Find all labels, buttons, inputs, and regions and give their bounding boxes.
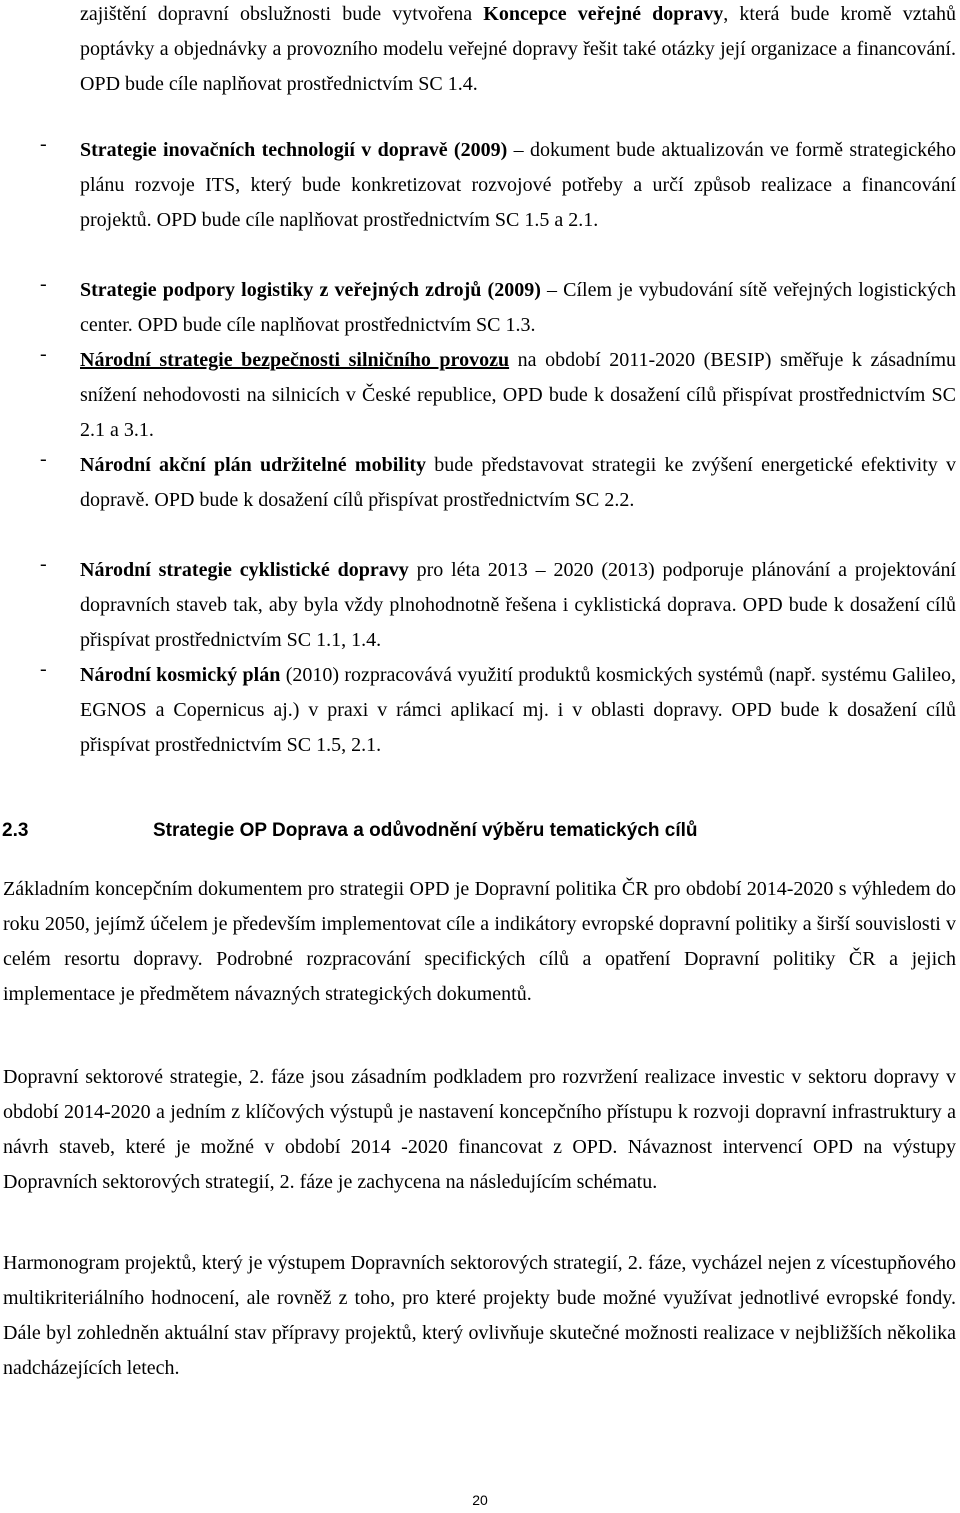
text-line: Národní strategie bezpečnosti silničního provozu na období 2011-2020 (BESIP) — [80, 349, 772, 371]
text-line: Dopravní sektorové strategie, 2. fáze jsou zásadním podkladem pro rozvržení realizace — [3, 1066, 716, 1088]
text-line: SC 2.2. — [574, 489, 635, 511]
bullet-item — [80, 133, 956, 238]
text-line: plánování a projektování dopravních staveb tak, aby byla vždy plnohodnotně řešena i — [80, 559, 956, 616]
text-line: zajištění dopravní obslužnosti bude vytvořena Koncepce veřejné dopravy, která bude — [80, 3, 830, 25]
text-line: Strategie podpory logistiky z veřejných zdrojů (2009) – Cílem je vybudování sítě — [80, 279, 768, 301]
bullet-dash: - — [40, 273, 47, 295]
text-line: veřejných logistických center. OPD bude cíle naplňovat prostřednictvím SC 1.3. — [80, 279, 957, 336]
text-line: vycházel nejen z vícestupňového multikriteriálního hodnocení, ale rovněž z toho, pro které — [3, 1252, 957, 1309]
text-line: formě strategického plánu rozvoje ITS, který bude konkretizovat rozvojové potřeby a — [80, 139, 957, 196]
bullet-dash: - — [40, 658, 47, 680]
text-line: investic v sektoru dopravy v období 2014-2020 a jedním z klíčových výstupů je nastavení — [3, 1066, 957, 1123]
text-line: období 2014 -2020 financovat z OPD. Návaznost intervencí OPD na výstupy Dopravních — [3, 1136, 957, 1193]
section-title: Strategie OP Doprava a odůvodnění výběru tematických cílů — [153, 820, 698, 841]
bullet-item — [80, 343, 956, 448]
text-line: předmětem návazných strategických dokumentů. — [139, 983, 532, 1005]
page-number: 20 — [472, 1492, 488, 1508]
bullet-item — [80, 448, 956, 518]
text-line: přípravy projektů, který ovlivňuje skutečné možnosti realizace v nejbližších několika — [271, 1322, 957, 1344]
bullet-item — [80, 273, 956, 343]
text-line: k dosažení cílů přispívat prostřednictvím SC 2.1 a 3.1. — [80, 384, 957, 441]
text-line: prostřednictvím SC 1.5 a 2.1. — [363, 209, 599, 231]
bullet-item — [80, 553, 956, 658]
text-line: indikátory evropské dopravní politiky a širší souvislosti v celém resortu dopravy. Podrobné — [3, 913, 956, 970]
bullet-item — [80, 658, 956, 763]
body-paragraph — [3, 1060, 956, 1200]
text-line: 2014-2020 s výhledem do roku 2050, jejímž účelem je především implementovat cíle a — [3, 878, 957, 935]
text-line: kromě vztahů poptávky a objednávky a provozního modelu veřejné dopravy řešit také — [80, 3, 957, 60]
body-paragraph — [3, 1246, 956, 1386]
text-line: 1.4. — [447, 73, 478, 95]
text-line: energetické efektivity v dopravě. OPD bude k dosažení cílů přispívat prostřednictvím — [80, 454, 957, 511]
text-line: Národní kosmický plán (2010) rozpracovává využití produktů kosmických systémů — [80, 664, 764, 686]
bullet-dash: - — [40, 343, 47, 365]
bullet-dash: - — [40, 448, 47, 470]
text-line: rozpracování specifických cílů a opatření Dopravní politiky ČR a jejich implementace je — [3, 948, 957, 1005]
text-line: Základním koncepčním dokumentem pro strategii OPD je Dopravní politika ČR pro období — [3, 878, 742, 900]
text-line: Národní akční plán udržitelné mobility bude představovat strategii ke zvýšení — [80, 454, 753, 476]
bullet-dash: - — [40, 133, 47, 155]
body-paragraph — [3, 872, 956, 1012]
section-heading — [0, 818, 956, 848]
text-line: v oblasti dopravy. OPD bude k dosažení cílů přispívat prostřednictvím SC 1.5, 2.1. — [80, 699, 957, 756]
text-line: Strategie inovačních technologií v dopravě (2009) – dokument bude aktualizován ve — [80, 139, 789, 161]
bullet-dash: - — [40, 553, 47, 575]
text-line: určí způsob realizace a financování projektů. OPD bude cíle naplňovat — [80, 174, 956, 231]
text-line: směřuje k zásadnímu snížení nehodovosti na silnicích v České republice, OPD bude — [80, 349, 956, 406]
text-line: (např. systému Galileo, EGNOS a Copernicus aj.) v praxi v rámci aplikací mj. i — [80, 664, 957, 721]
text-line: cyklistická doprava. OPD bude k dosažení cílů přispívat prostřednictvím SC 1.1, 1.4. — [80, 594, 957, 651]
section-number: 2.3 — [2, 820, 29, 841]
text-line: koncepčního přístupu k rozvoji dopravní infrastruktury a návrh staveb, které je možné v — [3, 1101, 957, 1158]
text-line: Národní strategie cyklistické dopravy pro léta 2013 – 2020 (2013) podporuje — [80, 559, 744, 581]
text-line: Harmonogram projektů, který je výstupem Dopravních sektorových strategií, 2. fáze, — [3, 1252, 687, 1274]
text-line: projekty bude možné využívat jednotlivé evropské fondy. Dále byl zohledněn aktuální stav — [3, 1287, 957, 1344]
text-line: nadcházejících letech. — [3, 1357, 180, 1379]
continuation-paragraph — [80, 0, 956, 102]
text-line: otázky její organizace a financování. OPD bude cíle naplňovat prostřednictvím SC — [80, 38, 956, 95]
text-line: sektorových strategií, 2. fáze je zachycena na následujícím schématu. — [102, 1171, 658, 1193]
